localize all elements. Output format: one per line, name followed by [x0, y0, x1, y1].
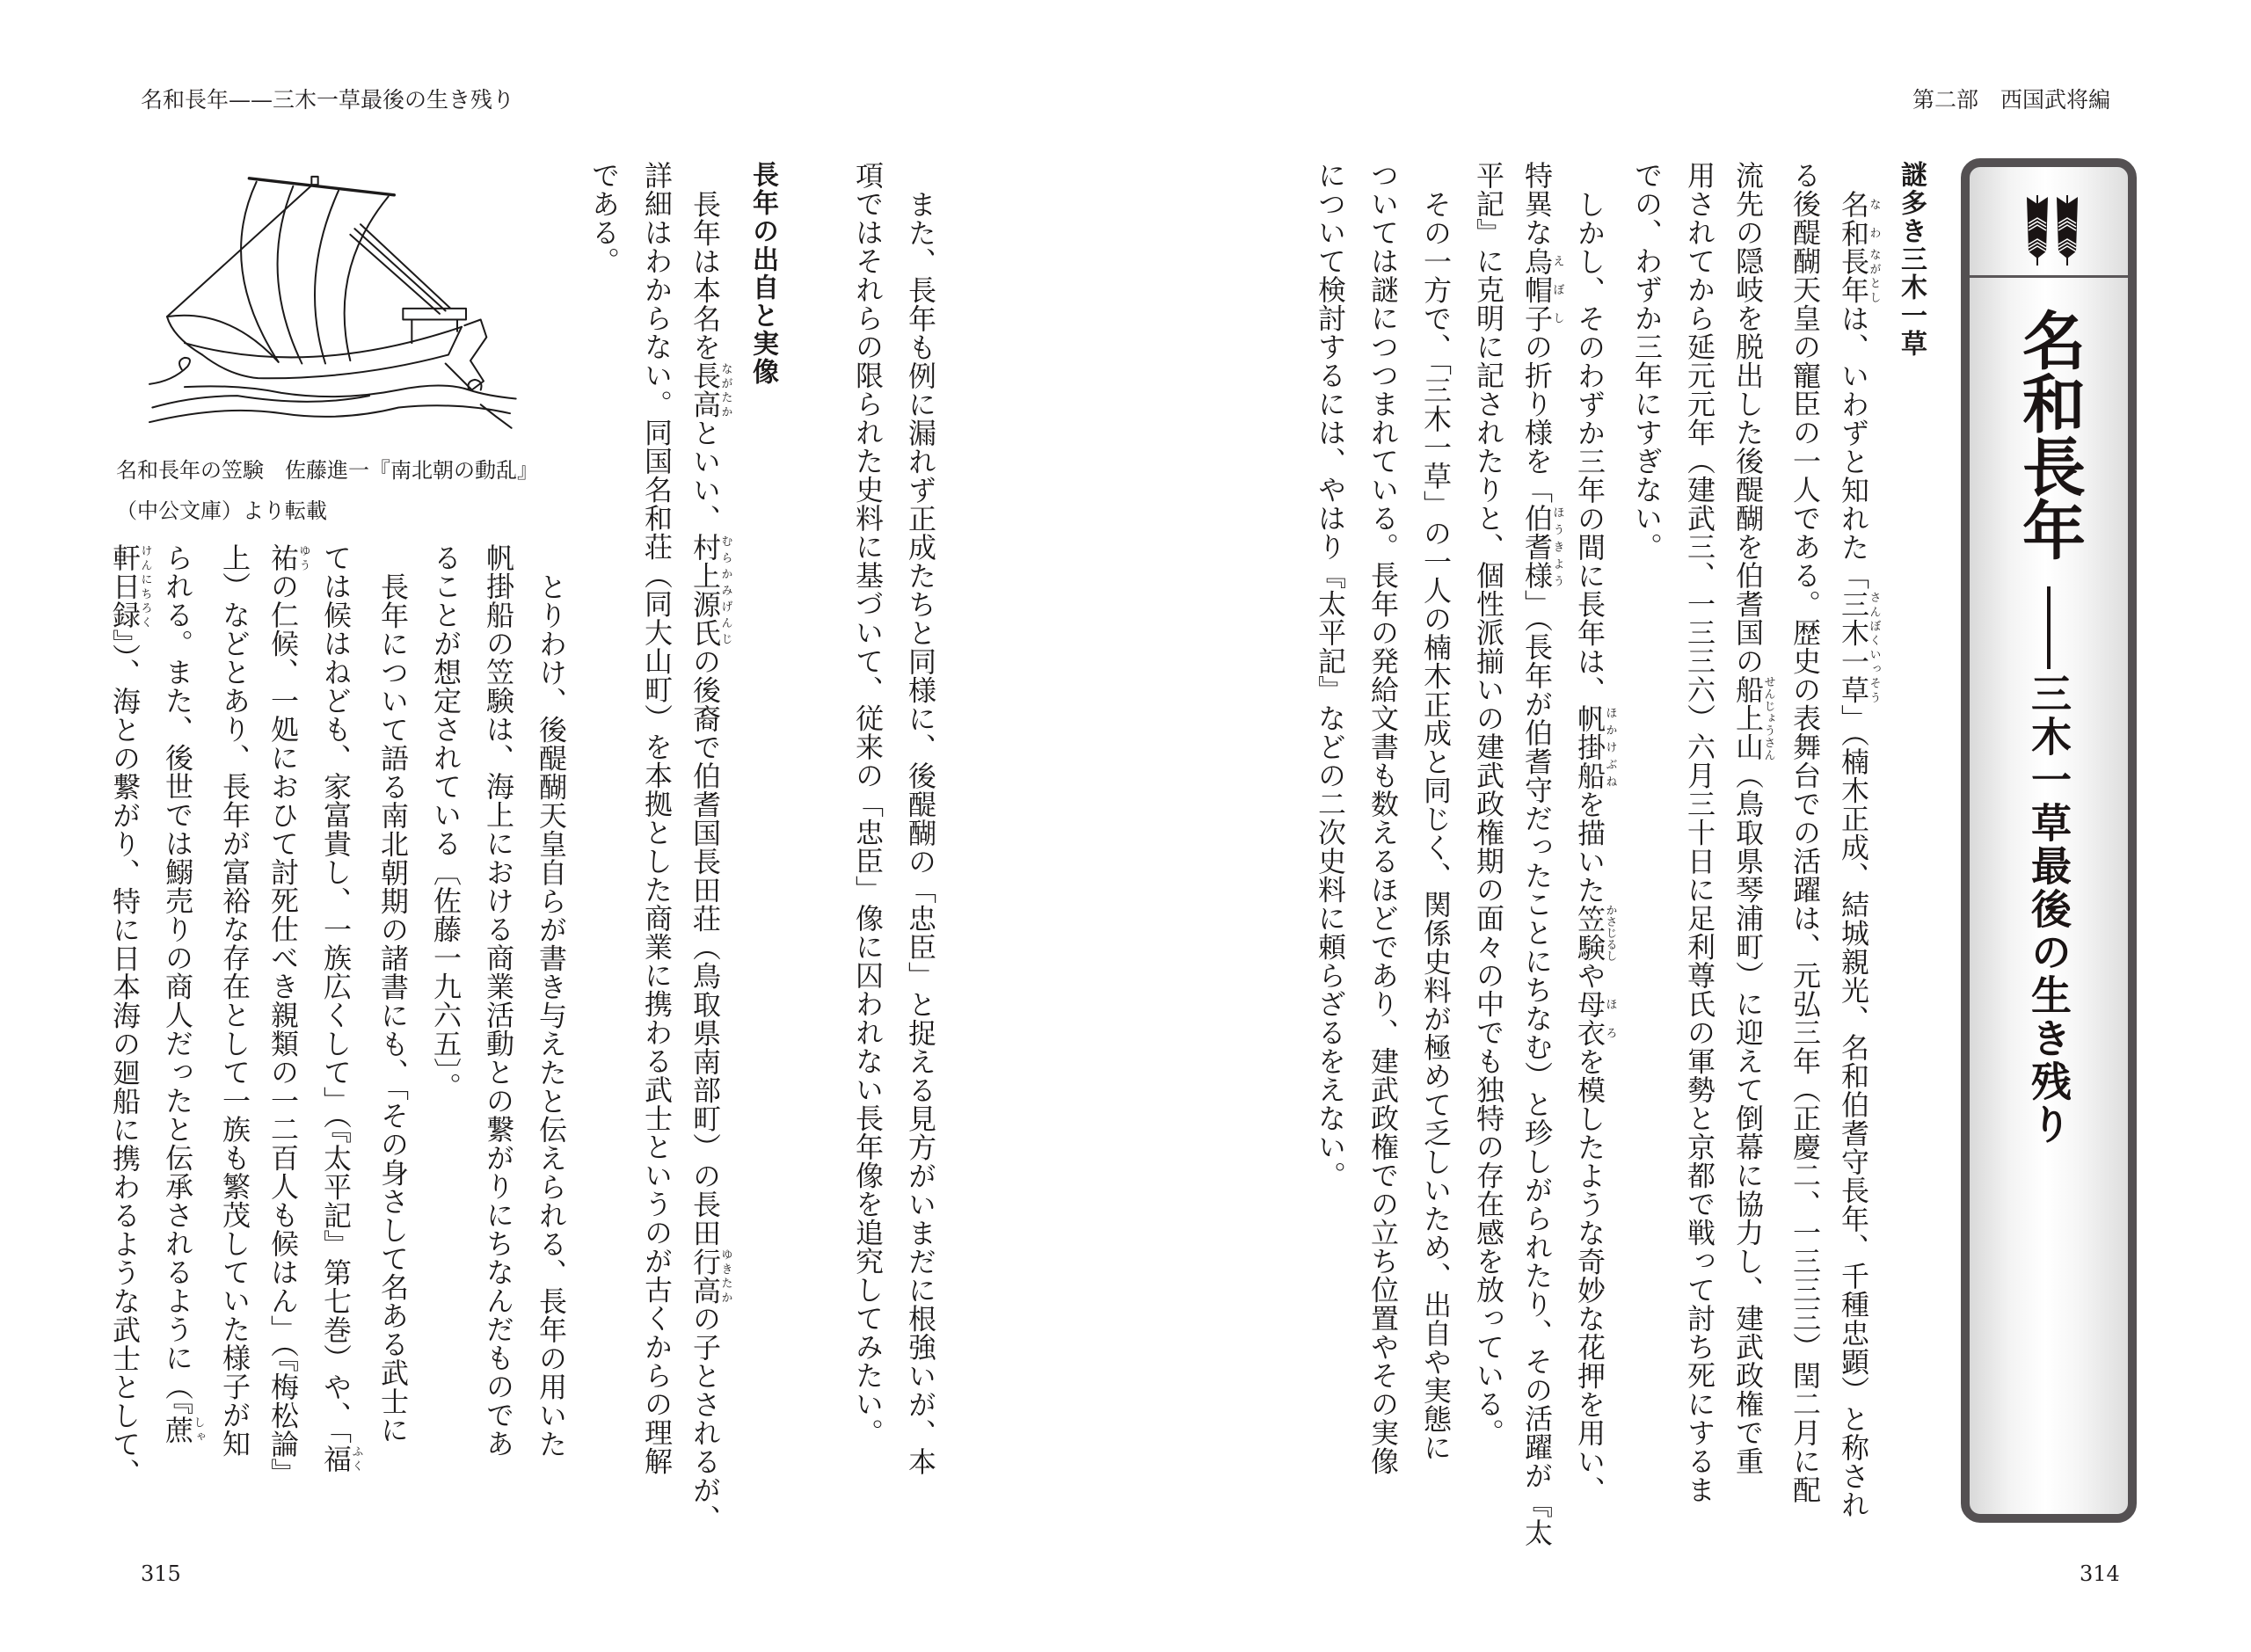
text-run: 謎多き三木一草 [1896, 161, 1927, 358]
ruby-reading: わ [1867, 218, 1881, 247]
text-run: （鳥取県琴浦町）に迎えて倒幕に協力し、建武政権で重 [1731, 761, 1765, 1475]
text-column [1467, 161, 1511, 1447]
ruby-reading: さんぼくいっそう [1867, 590, 1881, 704]
text-run: る後醍醐天皇の寵臣の一人である。歴史の表舞台での活躍は、元弘三年（正慶二、一三三三）閏二月に配 [1788, 161, 1822, 1504]
text-run: とりわけ、後醍醐天皇自らが書き与えたと伝えられる、長年の用いた [535, 572, 568, 1459]
ruby-reading: せんじょうさん [1761, 675, 1775, 761]
text-column [1414, 161, 1458, 1462]
ruby-base: 伯耆様 [1520, 504, 1554, 590]
ruby-reading: ふく [349, 1444, 363, 1473]
ruby-base: 母衣 [1573, 990, 1606, 1047]
ruby-annotated-word [266, 543, 310, 572]
text-run: ついては謎につつまれている。長年の発給文書も数えるほどであり、建武政権での立ち位置やその実像 [1366, 161, 1400, 1475]
figure-caption-line: （中公文庫）より転載 [116, 499, 327, 523]
ruby-base: 名 [1837, 190, 1870, 219]
ruby-reading: な [1867, 190, 1881, 219]
text-run: の仁候、一処におひて討死仕べき親類の一二百人も候はん」（『梅松論』 [266, 571, 300, 1487]
chapter-title: 名和長年 [2012, 308, 2087, 561]
text-column [424, 543, 468, 1101]
text-run: 用されてから延元元年（建武三、一三三六）六月三十日に足利尊氏の軍勢と京都で戦って討ち死にするま [1683, 161, 1716, 1504]
text-run: といい、 [688, 418, 722, 533]
ruby-annotated-word [1837, 247, 1881, 304]
title-dash [2047, 586, 2051, 669]
ruby-base: 蔗 [161, 1415, 194, 1444]
ruby-reading: かさじるし [1603, 904, 1617, 962]
text-column [266, 543, 310, 1487]
text-run: について検討するには、やはり『太平記』などの二次史料に頼らざるをえない。 [1314, 161, 1347, 1190]
text-run: られる。また、後世では鰯売りの商人だったと伝承されるように（『 [161, 543, 194, 1415]
ruby-base: 長高 [688, 361, 722, 418]
text-column [1836, 161, 1880, 1519]
text-run: の折り様を「 [1520, 332, 1554, 504]
ruby-base: 和 [1837, 218, 1870, 247]
text-column [635, 161, 679, 1475]
arrow-feather-crest-icon [2025, 193, 2080, 266]
ruby-base: 村上源氏 [688, 533, 722, 647]
page-number-right: 314 [2080, 1561, 2120, 1586]
ruby-annotated-word [688, 361, 732, 418]
ruby-annotated-word [1520, 246, 1564, 333]
ruby-annotated-word [688, 1247, 732, 1305]
ruby-reading: えぼし [1550, 246, 1564, 332]
text-run: その一方で、「三木一草」の一人の楠木正成と同じく、関係史料が極めて乏しいため、出自や実態に [1419, 190, 1453, 1462]
text-run: である。 [587, 161, 621, 275]
text-run: での、わずか三年にすぎない。 [1630, 161, 1664, 561]
ruby-annotated-word [319, 1444, 363, 1474]
ruby-reading: むらかみげんじ [718, 533, 732, 647]
ruby-reading: ゆきたか [718, 1247, 732, 1305]
ruby-annotated-word [688, 533, 732, 647]
ruby-base: 福 [319, 1444, 353, 1473]
text-column [1678, 161, 1722, 1504]
ruby-annotated-word [108, 543, 152, 630]
page-number-left: 315 [141, 1561, 181, 1586]
text-column [107, 543, 151, 1487]
text-run: の子とされるが、 [688, 1304, 722, 1533]
text-run: 平記』に克明に記されたりと、個性派揃いの建武政権期の面々の中でも独特の存在感を放っている。 [1472, 161, 1505, 1447]
text-column [1519, 161, 1563, 1547]
ruby-base: 船上山 [1731, 675, 1765, 761]
ruby-base: 祐 [266, 543, 300, 572]
chapter-title-box [1961, 158, 2137, 1523]
text-run: ては候はねども、家富貴し、一族広くして」（『太平記』第七巻）や、「 [319, 543, 353, 1445]
text-run: 特異な [1520, 161, 1554, 247]
ruby-annotated-word [1573, 904, 1617, 962]
figure-caption-line: 名和長年の笠験 佐藤進一『南北朝の動乱』 [116, 458, 538, 483]
text-run: ることが想定されている〔佐藤一九六五〕。 [429, 543, 463, 1101]
text-run: 上）などとあり、長年が富裕な存在として一族も繁茂していた様子が知 [218, 543, 251, 1458]
text-run: や [1573, 961, 1606, 990]
text-run: また、長年も例に漏れず正成たちと同様に、後醍醐の「忠臣」と捉える見方がいまだに根強いが、本 [904, 190, 937, 1476]
ruby-reading: ゆう [296, 543, 310, 572]
text-column [1308, 161, 1352, 1190]
text-column [899, 161, 943, 1476]
ruby-reading: ながとし [1867, 247, 1881, 304]
text-column [582, 161, 626, 275]
text-column [318, 543, 362, 1473]
text-run: しかし、そのわずか三年の間に長年は、 [1573, 190, 1606, 704]
section-heading [1889, 161, 1933, 358]
ruby-reading: けんにちろく [138, 543, 152, 630]
text-run: を描いた [1573, 790, 1606, 905]
text-column [1783, 161, 1827, 1504]
ruby-base: 行高 [688, 1247, 722, 1305]
ruby-reading: しゃ [191, 1415, 205, 1444]
right-running-head: 第二部 西国武将編 [1912, 87, 2110, 113]
text-run: 長年の出自と実像 [747, 161, 778, 386]
ruby-reading: ながたか [718, 361, 732, 418]
ruby-annotated-word [1573, 704, 1617, 790]
ruby-base: 三木一草 [1837, 590, 1870, 704]
text-run: 帆掛船の笠験は、海上における商業活動との繋がりにちなんだものであ [482, 543, 515, 1458]
text-run: 」（長年が伯耆守だったことにちなむ）と珍しがられたり、その活躍が『太 [1520, 589, 1554, 1547]
text-column [688, 161, 732, 1533]
ruby-annotated-word [1837, 590, 1881, 704]
section-heading [740, 161, 784, 386]
text-run: を模したような奇妙な花押を用い、 [1573, 1047, 1606, 1504]
ruby-annotated-word [1731, 675, 1775, 761]
text-run: 詳細はわからない。同国名和荘（同大山町）を本拠とした商業に携わる武士というのが古くからの理解 [640, 161, 674, 1475]
ruby-annotated-word [1520, 504, 1564, 590]
ruby-annotated-word [1837, 218, 1881, 248]
ruby-base: 軒日録 [108, 543, 142, 630]
text-column [529, 543, 573, 1459]
figure-caption [116, 450, 538, 531]
text-run: 流先の隠岐を脱出した後醍醐を伯耆国の [1731, 161, 1765, 675]
ruby-base: 帆掛船 [1573, 704, 1606, 790]
text-column [1730, 161, 1774, 1475]
text-run: 長年は本名を [688, 190, 722, 361]
ruby-reading: ほうきよう [1550, 504, 1564, 590]
text-column [846, 161, 890, 1447]
text-run: 長年について語る南北朝期の諸書にも、「その身さして名ある武士に [376, 572, 410, 1445]
text-run: は、いわずと知れた「 [1837, 304, 1870, 590]
ruby-reading: ほろ [1603, 990, 1617, 1047]
ruby-reading: ほかけぶね [1603, 704, 1617, 790]
ruby-annotated-word [1837, 190, 1881, 219]
text-run: 」（楠木正成、結城親光、名和伯耆守長年、千種忠顕）と称され [1837, 704, 1870, 1519]
ruby-annotated-word [161, 1415, 205, 1445]
text-column [160, 543, 204, 1444]
ruby-annotated-word [1573, 990, 1617, 1047]
text-column [1625, 161, 1669, 561]
text-column [213, 543, 257, 1458]
text-run: 』）、海との繋がり、特に日本海の廻船に携わるような武士として、 [108, 629, 142, 1487]
ruby-base: 烏帽子 [1520, 246, 1554, 332]
title-divider [1970, 275, 2128, 278]
ruby-base: 長年 [1837, 247, 1870, 304]
text-column [477, 543, 521, 1458]
chapter-subtitle: 三木一草最後の生き残り [2025, 673, 2073, 1146]
ruby-base: 笠験 [1573, 904, 1606, 962]
left-running-head: 名和長年——三木一草最後の生き残り [141, 87, 515, 113]
text-column [371, 543, 415, 1445]
text-run: 項ではそれらの限られた史料に基づいて、従来の「忠臣」像に囚われない長年像を追究してみたい。 [851, 161, 885, 1447]
text-column [1572, 161, 1616, 1504]
text-run: の後裔で伯耆国長田荘（鳥取県南部町）の長田 [688, 647, 722, 1248]
sailing-ship-illustration [106, 132, 545, 455]
text-column [1361, 161, 1405, 1475]
